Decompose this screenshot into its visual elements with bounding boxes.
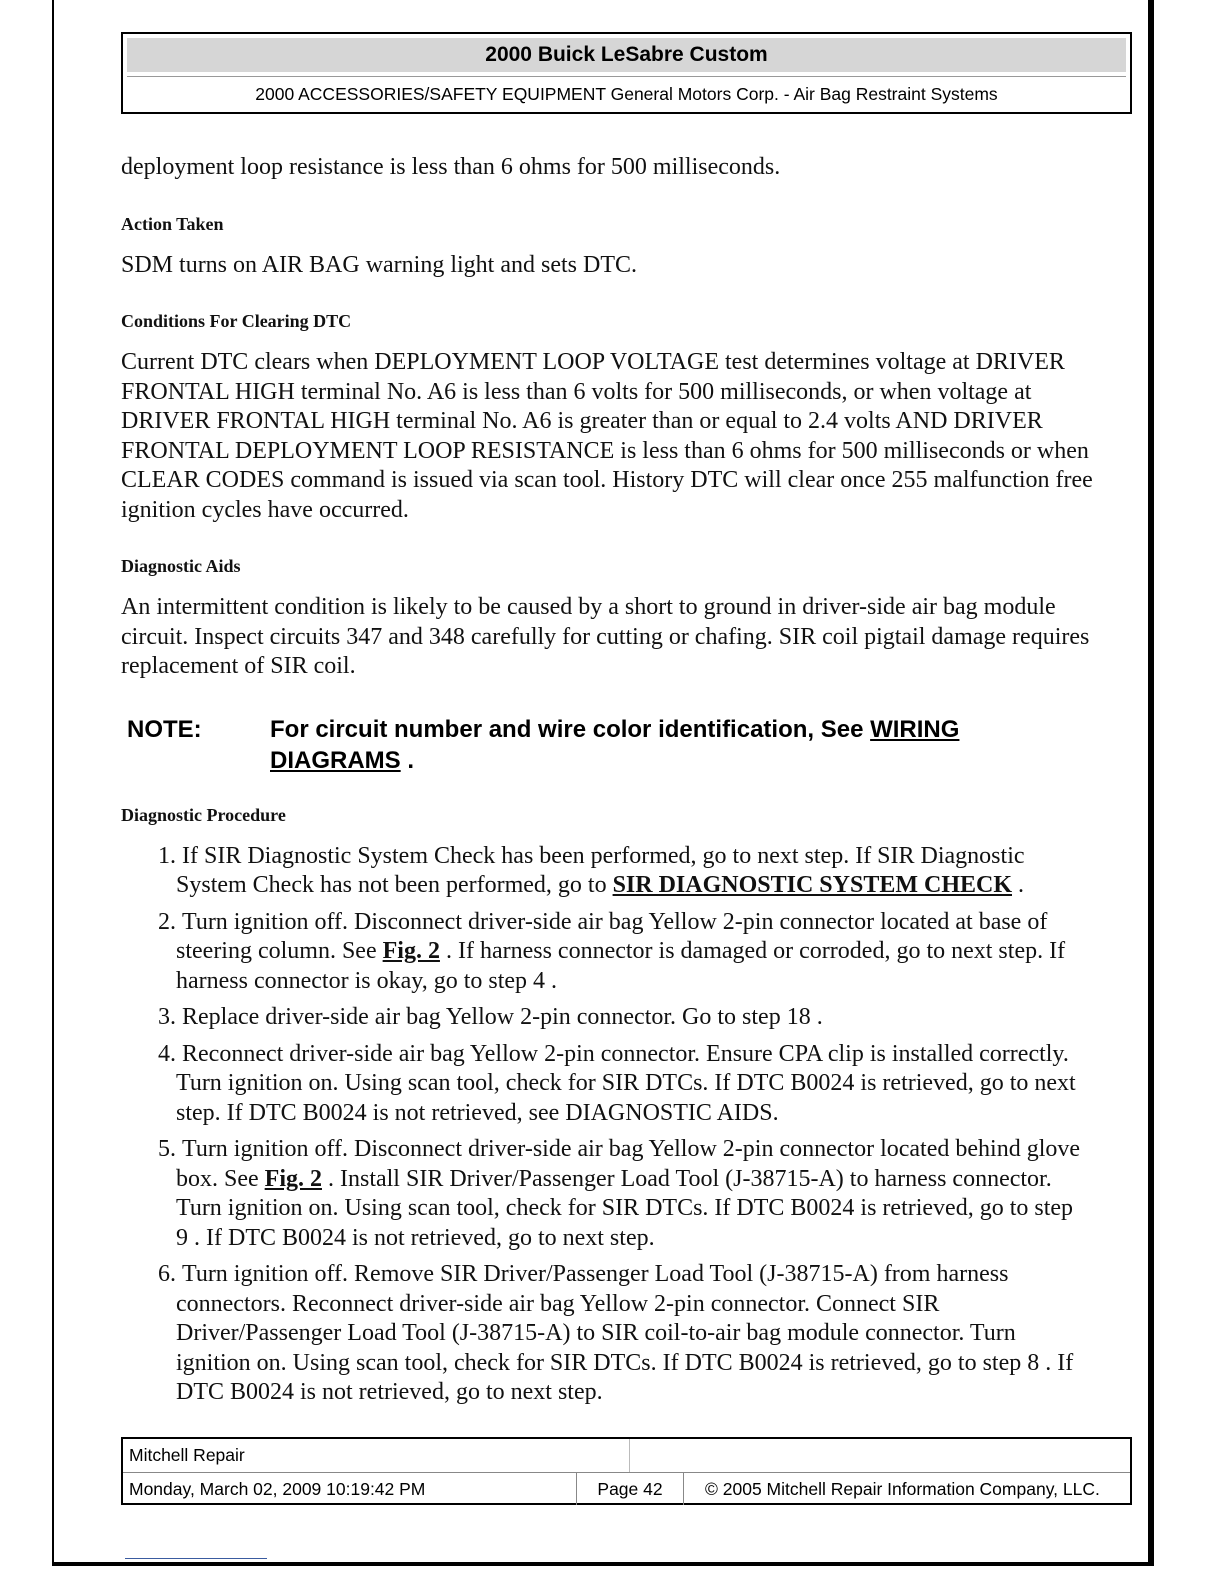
step-number: 4. [158,1040,176,1067]
section-subtitle: 2000 ACCESSORIES/SAFETY EQUIPMENT General Motors Corp. - Air Bag Restraint Systems [127,76,1126,111]
fig-2-link[interactable]: Fig. 2 [382,938,440,964]
footer-page-number: Page 42 [576,1473,684,1505]
conditions-clearing-text: Current DTC clears when DEPLOYMENT LOOP VOLTAGE test determines voltage at DRIVER FRONTAL HIGH terminal No. A6 is less than 6 volts for 500 milliseconds, or when voltage at DRIVER FRONTAL HIGH terminal No. A6 is greater than or equal to 2.4 volts AND DRIVER FRONTAL DEPLOYMENT LOOP RESISTANCE is less than 6 ohms for 500 milliseconds or when CLEAR CODES command is issued via scan tool. History DTC will clear once 255 malfunction free ignition cycles have occurred. [121,349,1093,523]
step-text-a: Turn ignition off. Disconnect driver-side air bag Yellow 2-pin connector located behind glove box. See [176,1136,1081,1192]
heading-diagnostic-aids: Diagnostic Aids [121,556,241,576]
step-number: 6. [158,1261,176,1287]
bottom-rule [125,1558,267,1559]
step-text [176,1040,1086,1129]
footer-copyright: © 2005 Mitchell Repair Information Company, LLC. [705,1479,1100,1499]
step-text [176,842,1086,901]
note-text [270,714,1096,776]
footer-company: Mitchell Repair [129,1445,245,1465]
step-text-b: . [1012,872,1024,898]
page-content [121,153,1096,1415]
note-label: NOTE: [127,715,202,743]
procedure-step [121,1260,1096,1408]
step-text-a: Reconnect driver-side air bag Yellow 2-pin connector. Ensure CPA clip is installed correctly. Turn ignition on. Using scan tool, check for SIR DTCs. If DTC B0024 is retrieved, go to next step. If DTC B0024 is not retrieved, see DIAGNOSTIC AIDS. [176,1040,1076,1126]
vehicle-title: 2000 Buick LeSabre Custom [127,38,1126,72]
document-footer [121,1437,1132,1505]
step-text-b: . If harness connector is damaged or corroded, go to next step. If harness connector is okay, go to step 4 . [176,938,1066,994]
action-taken-text: SDM turns on AIR BAG warning light and sets DTC. [121,251,637,278]
step-number: 5. [158,1136,176,1162]
procedure-steps [121,842,1096,1408]
step-text-a: Turn ignition off. Disconnect driver-side air bag Yellow 2-pin connector located at base of steering column. See [176,908,1048,964]
step-text-a: Turn ignition off. Remove SIR Driver/Passenger Load Tool (J-38715-A) from harness connectors. Reconnect driver-side air bag Yellow 2-pin connector. Connect SIR Driver/Passenger Load Tool (J-38715-A) to SIR coil-to-air bag module connector. Turn ignition on. Using scan tool, check for SIR DTCs. If DTC B0024 is retrieved, go to step 8 . If DTC B0024 is not retrieved, go to next step. [176,1261,1074,1405]
note-block [121,714,1096,776]
footer-date: Monday, March 02, 2009 10:19:42 PM [129,1479,426,1499]
footer-row-bottom [123,1473,1130,1505]
intro-text: deployment loop resistance is less than 6 ohms for 500 milliseconds. [121,154,781,180]
document-header [121,32,1132,114]
procedure-step [121,908,1096,997]
step-text [176,1260,1086,1408]
step-text [176,908,1086,997]
procedure-step [121,1135,1096,1253]
heading-diagnostic-procedure: Diagnostic Procedure [121,804,286,825]
step-text [176,1135,1086,1253]
step-text-b: . Install SIR Driver/Passenger Load Tool (J-38715-A) to harness connector. Turn ignition on. Using scan tool, check for SIR DTCs. If DTC B0024 is retrieved, go to step 9 . If DTC B0024 is not retrieved, go to next step. [176,1165,1074,1251]
wiring-diagrams-link[interactable]: WIRING DIAGRAMS [270,715,960,774]
footer-divider [629,1439,630,1472]
procedure-step [121,1040,1096,1129]
note-end: . [400,746,415,774]
step-number: 3. [158,1004,176,1030]
note-body: For circuit number and wire color identification, See [270,715,871,743]
diagnostic-aids-text: An intermittent condition is likely to be caused by a short to ground in driver-side air bag module circuit. Inspect circuits 347 and 348 carefully for cutting or chafing. SIR coil pigtail damage requires replacement of SIR coil. [121,594,1090,679]
step-number: 1. [158,842,176,869]
heading-conditions-clearing: Conditions For Clearing DTC [121,311,352,331]
footer-row-top [123,1439,1130,1473]
step-text [176,1003,1086,1033]
step-text-a: Replace driver-side air bag Yellow 2-pin connector. Go to step 18 . [182,1004,823,1030]
fig-2-link[interactable]: Fig. 2 [264,1165,322,1192]
step-number: 2. [158,908,176,935]
sir-diagnostic-check-link[interactable]: SIR DIAGNOSTIC SYSTEM CHECK [612,872,1012,898]
procedure-step [121,842,1096,901]
heading-action-taken: Action Taken [121,213,224,234]
procedure-step [121,1003,1096,1033]
step-text-a: If SIR Diagnostic System Check has been performed, go to next step. If SIR Diagnostic System Check has not been performed, go to [176,842,1025,898]
